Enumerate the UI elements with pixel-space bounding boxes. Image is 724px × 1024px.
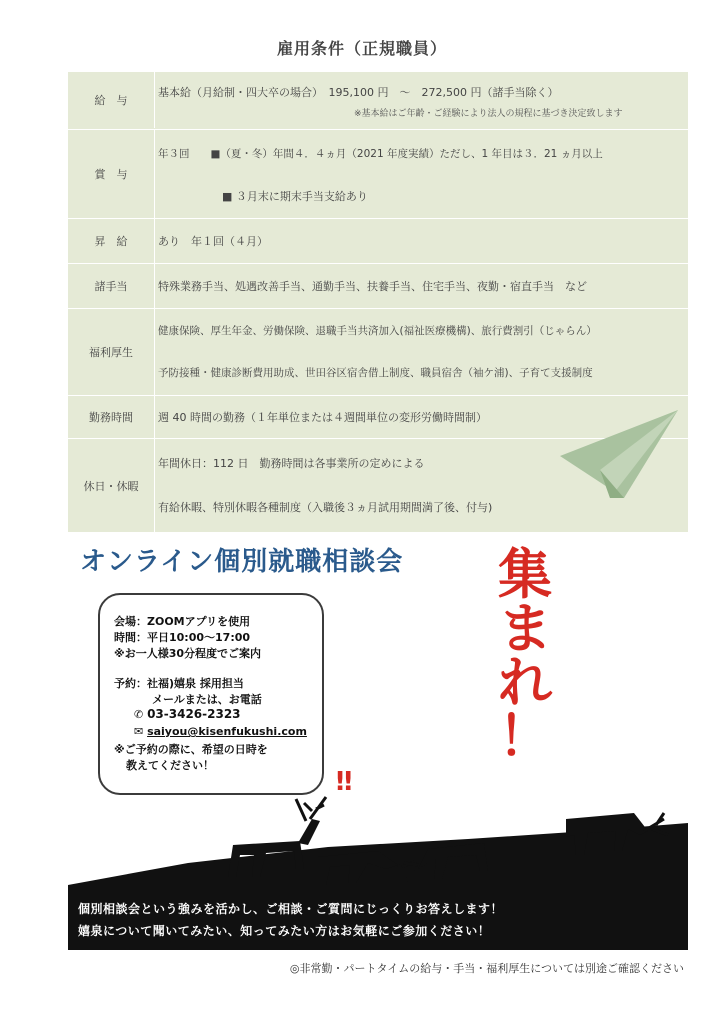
salary-row bbox=[68, 72, 688, 128]
welfare-text-2: 予防接種・健康診断費用助成、世田谷区宿舎借上制度、職員宿舎（袖ケ浦)、子育て支援制度 bbox=[158, 367, 593, 379]
allowances-text: 特殊業務手当、処遇改善手当、通勤手当、扶養手当、住宅手当、夜勤・宿直手当 など bbox=[158, 280, 587, 293]
request-text-1: ※ご予約の際に、希望の日時を bbox=[114, 743, 268, 756]
allowances-row bbox=[68, 263, 688, 308]
consultation-banner bbox=[68, 535, 688, 950]
time-text: 時間：平日10:00～17:00 bbox=[114, 631, 251, 644]
page-title: 雇用条件（正規職員） bbox=[276, 39, 447, 58]
part-time-footnote: ◎非常勤・パートタイムの給与・手当・福利厚生については別途ご確認ください bbox=[289, 962, 684, 975]
contact-method-text: メールまたは、お電話 bbox=[152, 693, 262, 706]
hours-label: 勤務時間 bbox=[68, 396, 155, 438]
event-info-box bbox=[98, 593, 324, 795]
salary-label: 給 与 bbox=[68, 72, 155, 128]
raise-text: あり 年１回（４月） bbox=[158, 235, 268, 248]
duration-text: ※お一人様30分程度でご案内 bbox=[114, 647, 262, 660]
call-to-gather bbox=[498, 542, 558, 768]
allowances-label: 諸手当 bbox=[68, 264, 155, 308]
double-exclamation: ‼ bbox=[336, 767, 353, 797]
call-char-3: れ bbox=[498, 650, 552, 714]
email-link[interactable]: saiyou@kisenfukushi.com bbox=[147, 725, 307, 738]
hours-text: 週 40 時間の勤務（１年単位または４週間単位の変形労働時間制） bbox=[158, 411, 487, 424]
caption-line-2: 嬉泉について聞いてみたい、知ってみたい方はお気軽にご参加ください！ bbox=[78, 924, 491, 938]
venue-text: 会場：ZOOMアプリを使用 bbox=[114, 615, 251, 628]
reservation-text: 予約：社福)嬉泉 採用担当 bbox=[114, 677, 244, 690]
raise-row bbox=[68, 218, 688, 263]
call-char-1: 集 bbox=[498, 542, 552, 606]
holidays-text-1: 年間休日：112 日 勤務時間は各事業所の定めによる bbox=[158, 457, 425, 470]
call-char-2: ま bbox=[498, 596, 552, 660]
banner-caption bbox=[68, 886, 688, 950]
bonus-label: 賞 与 bbox=[68, 130, 155, 218]
phone-number[interactable]: 03-3426-2323 bbox=[147, 707, 241, 721]
welfare-label: 福利厚生 bbox=[68, 309, 155, 395]
call-char-4: ！ bbox=[498, 704, 552, 768]
welfare-row bbox=[68, 308, 688, 395]
phone-row bbox=[134, 707, 241, 721]
bonus-year-end: ■ ３月末に期末手当支給あり bbox=[222, 190, 368, 203]
request-text-2: 教えてください！ bbox=[126, 759, 214, 772]
email-row bbox=[134, 725, 307, 738]
salary-note: ※基本給はご年齢・ご経験により法人の規程に基づき決定致します bbox=[354, 109, 623, 119]
welfare-text-1: 健康保険、厚生年金、労働保険、退職手当共済加入(福祉医療機構)、旅行費割引（じゃらん） bbox=[158, 325, 597, 337]
salary-text: 基本給（月給制・四大卒の場合） 195,100 円 ～ 272,500 円（諸手当除く） bbox=[158, 86, 559, 99]
envelope-icon: ✉ bbox=[134, 725, 144, 738]
banner-title: オンライン個別就職相談会 bbox=[80, 547, 404, 577]
holidays-label: 休日・休暇 bbox=[68, 439, 155, 533]
bonus-row bbox=[68, 129, 688, 218]
caption-line-1: 個別相談会という強みを活かし、ご相談・ご質問にじっくりお答えします！ bbox=[78, 902, 504, 916]
phone-icon: ✆ bbox=[134, 708, 144, 721]
raise-label: 昇 給 bbox=[68, 219, 155, 263]
bonus-text: 年３回 ■（夏・冬）年間４．４ヵ月（2021 年度実績）ただし、1 年目は３．21 ヵ月以上 bbox=[158, 148, 603, 160]
holidays-text-2: 有給休暇、特別休暇各種制度（入職後３ヵ月試用期間満了後、付与) bbox=[158, 501, 493, 514]
paper-plane-icon bbox=[560, 410, 680, 502]
